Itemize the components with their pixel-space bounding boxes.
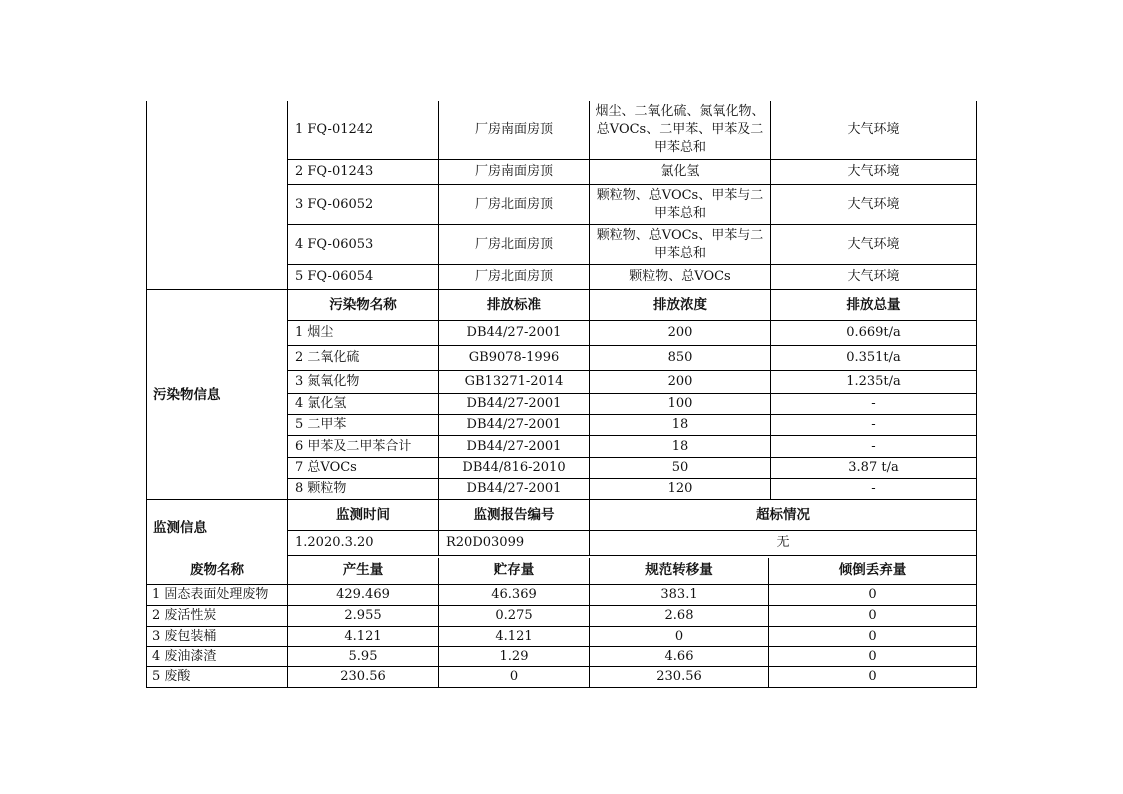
- waste-dumped: 0: [868, 608, 877, 623]
- outlet-pollutants: 烟尘、二氧化硫、氮氧化物、总VOCs、二甲苯、甲苯及二甲苯总和: [595, 104, 765, 155]
- waste-header-produced: 产生量: [342, 562, 384, 578]
- pollutant-name: 7 总VOCs: [295, 460, 357, 475]
- waste-name: 1 固态表面处理废物: [152, 587, 269, 602]
- pollutant-total: -: [871, 417, 876, 432]
- pollutant-total: 0.351t/a: [846, 350, 901, 365]
- waste-transferred: 0: [674, 628, 684, 644]
- waste-transferred: 230.56: [656, 669, 702, 684]
- outlet-id: 5 FQ-06054: [295, 269, 374, 284]
- waste-produced: 5.95: [348, 648, 378, 664]
- waste-stored: 46.369: [491, 587, 537, 602]
- waste-name: 5 废酸: [152, 669, 191, 684]
- waste-produced: 429.469: [336, 587, 390, 602]
- outlet-location: 厂房北面房顶: [474, 269, 553, 284]
- pollutant-standard: DB44/27-2001: [466, 396, 562, 411]
- pollutant-concentration: 120: [667, 481, 693, 496]
- pollutant-standard: DB44/27-2001: [466, 438, 562, 454]
- pollutant-name: 4 氯化氢: [295, 396, 347, 411]
- pollutant-concentration: 50: [671, 460, 689, 475]
- outlet-destination: 大气环境: [847, 196, 900, 212]
- outlet-id: 2 FQ-01243: [295, 164, 374, 179]
- outlet-pollutants: 颗粒物、总VOCs、甲苯与二甲苯总和: [596, 227, 764, 261]
- waste-stored: 0: [509, 669, 519, 684]
- pollutant-concentration: 100: [667, 396, 693, 411]
- monitoring-time: 1.2020.3.20: [295, 535, 374, 550]
- waste-header-dumped: 倾倒丢弃量: [838, 562, 907, 578]
- outlet-destination: 大气环境: [847, 269, 900, 284]
- pollutant-total: -: [871, 438, 876, 454]
- outlet-location: 厂房南面房顶: [474, 122, 553, 137]
- waste-name: 3 废包装桶: [152, 628, 217, 644]
- pollutant-header-total: 排放总量: [846, 297, 901, 313]
- monitoring-header-report: 监测报告编号: [473, 507, 555, 523]
- outlet-destination: 大气环境: [847, 122, 900, 137]
- waste-header-transferred: 规范转移量: [645, 562, 713, 578]
- pollutant-standard: GB13271-2014: [464, 374, 564, 389]
- waste-dumped: 0: [868, 628, 877, 644]
- pollutant-concentration: 18: [671, 438, 689, 454]
- monitoring-report-no: R20D03099: [446, 535, 525, 550]
- pollutant-standard: DB44/27-2001: [466, 481, 562, 496]
- waste-produced: 4.121: [344, 628, 382, 644]
- waste-produced: 230.56: [340, 669, 386, 684]
- outlet-location: 厂房北面房顶: [474, 196, 553, 212]
- table-border-right: [976, 101, 977, 688]
- outlet-location: 厂房南面房顶: [474, 164, 553, 179]
- waste-stored: 4.121: [495, 628, 533, 644]
- waste-transferred: 2.68: [664, 608, 694, 623]
- pollutant-header-concentration: 排放浓度: [653, 297, 707, 313]
- pollutant-name: 8 颗粒物: [295, 481, 347, 496]
- pollutant-total: 1.235t/a: [846, 374, 901, 389]
- pollutant-concentration: 18: [671, 417, 689, 432]
- outlet-id: 1 FQ-01242: [295, 122, 374, 137]
- pollutant-header-name: 污染物名称: [329, 297, 397, 313]
- waste-stored: 1.29: [499, 648, 529, 664]
- pollutant-concentration: 200: [667, 325, 693, 340]
- outlet-pollutants: 颗粒物、总VOCs: [629, 269, 731, 284]
- outlet-id: 3 FQ-06052: [295, 196, 374, 212]
- outlet-pollutants: 颗粒物、总VOCs、甲苯与二甲苯总和: [596, 187, 764, 221]
- waste-stored: 0.275: [495, 608, 533, 623]
- waste-dumped: 0: [868, 669, 877, 684]
- pollutant-total: 0.669t/a: [846, 325, 901, 340]
- outlet-location: 厂房北面房顶: [474, 236, 553, 252]
- waste-transferred: 4.66: [664, 648, 694, 664]
- pollutant-concentration: 850: [667, 350, 693, 365]
- waste-header-name: 废物名称: [190, 562, 244, 578]
- waste-transferred: 383.1: [660, 587, 698, 602]
- pollutant-name: 3 氮氧化物: [295, 374, 360, 389]
- waste-produced: 2.955: [344, 608, 382, 623]
- pollutant-name: 6 甲苯及二甲苯合计: [295, 438, 412, 454]
- pollutant-section-label: 污染物信息: [153, 386, 221, 403]
- pollutant-total: 3.87 t/a: [848, 460, 899, 475]
- monitoring-exceed: 无: [776, 535, 790, 550]
- waste-dumped: 0: [868, 648, 877, 664]
- pollutant-total: -: [871, 481, 876, 496]
- pollutant-concentration: 200: [667, 374, 693, 389]
- table-border-bottom: [146, 687, 977, 688]
- monitoring-section-label: 监测信息: [153, 519, 207, 536]
- pollutant-standard: GB9078-1996: [468, 350, 560, 365]
- waste-dumped: 0: [868, 587, 877, 602]
- waste-name: 4 废油漆渣: [152, 648, 217, 664]
- pollutant-total: -: [871, 396, 876, 411]
- pollutant-name: 2 二氧化硫: [295, 350, 360, 365]
- monitoring-header-exceed: 超标情况: [756, 507, 810, 523]
- pollutant-header-standard: 排放标准: [487, 297, 541, 313]
- waste-name: 2 废活性炭: [152, 608, 217, 623]
- pollutant-standard: DB44/27-2001: [466, 417, 562, 432]
- outlet-id: 4 FQ-06053: [295, 236, 374, 252]
- outlet-pollutants: 氯化氢: [660, 164, 700, 179]
- pollutant-standard: DB44/816-2010: [462, 460, 566, 475]
- pollutant-name: 5 二甲苯: [295, 417, 347, 432]
- waste-header-stored: 贮存量: [493, 562, 535, 578]
- outlet-destination: 大气环境: [847, 164, 900, 179]
- pollutant-name: 1 烟尘: [295, 325, 334, 340]
- outlet-destination: 大气环境: [847, 236, 900, 252]
- monitoring-header-time: 监测时间: [336, 507, 390, 523]
- pollutant-standard: DB44/27-2001: [466, 325, 562, 340]
